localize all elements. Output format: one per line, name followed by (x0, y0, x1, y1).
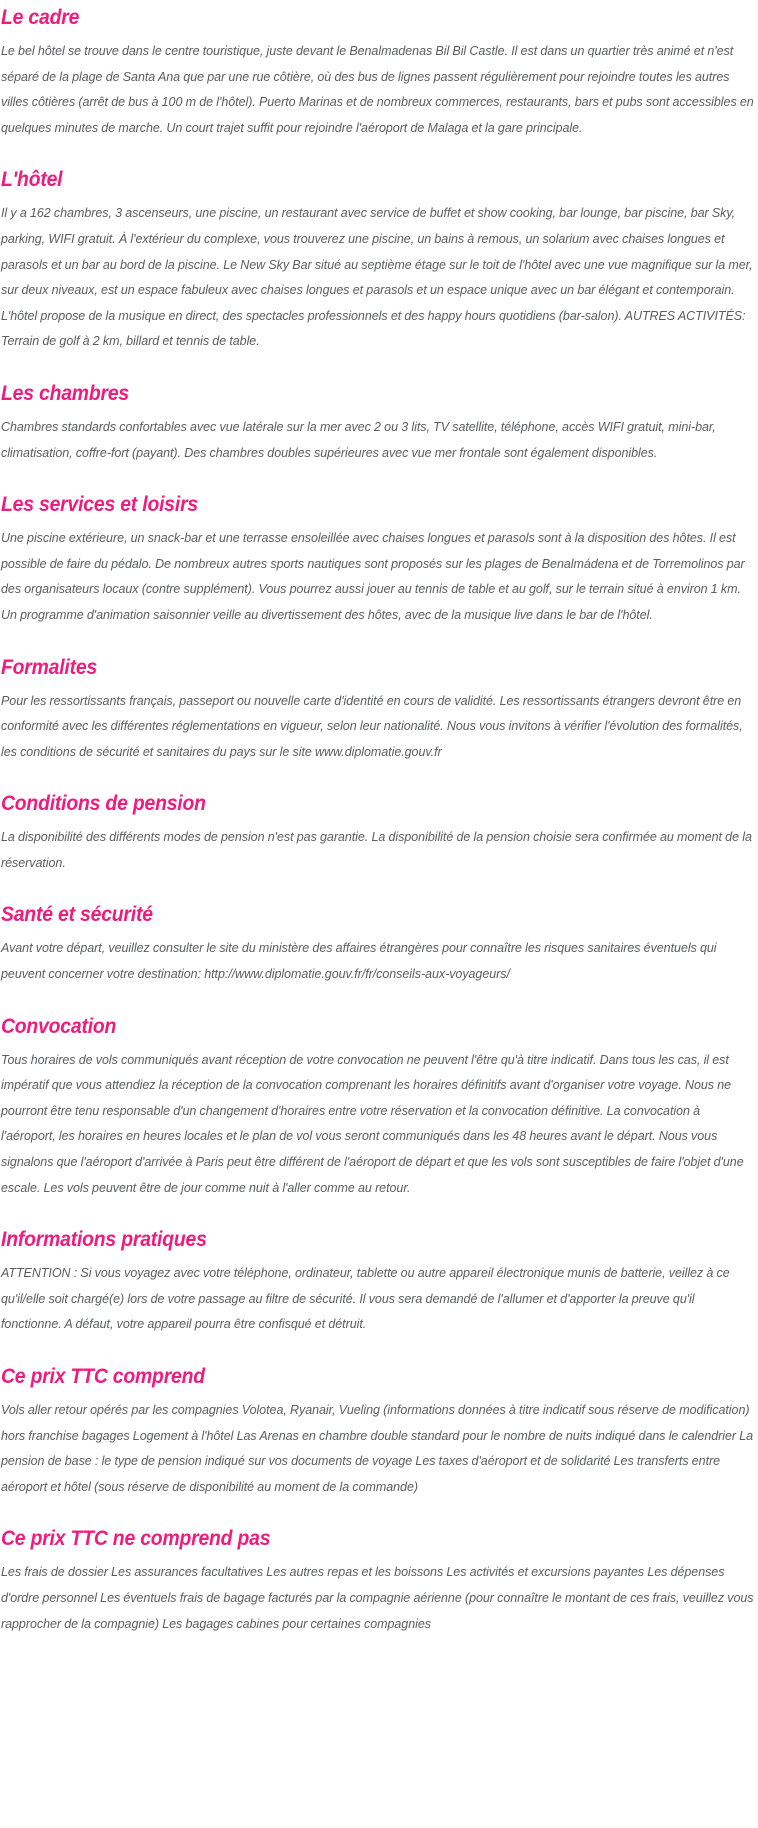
section-heading: Ce prix TTC ne comprend pas (1, 1526, 271, 1551)
content-section (1, 4, 757, 140)
section-heading: Formalites (1, 654, 98, 679)
section-heading: Les chambres (1, 380, 129, 405)
content-section (1, 491, 757, 627)
section-paragraph: Il y a 162 chambres, 3 ascenseurs, une piscine, un restaurant avec service de buffet et show cooking, bar lounge, bar piscine, bar Sky, parking, WIFI gratuit. À l'extérieur du complexe, vous trouverez une piscine, un bains à remous, un solarium avec chaises longues et parasols et un bar au bord de la piscine. Le New Sky Bar situé au septième étage sur le toit de l'hôtel avec une vue magnifique sur la mer, sur deux niveaux, est un espace fabuleux avec chaises longues et parasols et un espace unique avec un bar élégant et contemporain. L'hôtel propose de la musique en direct, des spectacles professionnels et des happy hours quotidiens (bar-salon). AUTRES ACTIVITÉS: Terrain de golf à 2 km, billard et tennis de table. (1, 205, 753, 349)
section-heading: Informations pratiques (1, 1227, 207, 1252)
section-paragraph: Le bel hôtel se trouve dans le centre touristique, juste devant le Benalmadenas Bil Bil Castle. Il est dans un quartier très animé et n'est séparé de la plage de Santa Ana que par une rue côtière, où des bus de lignes passent régulièrement pour rejoindre toutes les autres villes côtières (arrêt de bus à 100 m de l'hôtel). Puerto Marinas et de nombreux commerces, restaurants, bars et pubs sont accessibles en quelques minutes de marche. Un court trajet suffit pour rejoindre l'aéroport de Malaga et la gare principale. (1, 43, 754, 135)
content-section (1, 654, 757, 765)
section-paragraph: Une piscine extérieure, un snack-bar et une terrasse ensoleillée avec chaises longues et parasols sont à la disposition des hôtes. Il est possible de faire du pédalo. De nombreux autres sports nautiques sont proposés sur les plages de Benalmádena et de Torremolinos par des organisateurs locaux (contre supplément). Vous pourrez aussi jouer au tennis de table et au golf, sur le terrain situé à environ 1 km. Un programme d'animation saisonnier veille au divertissement des hôtes, avec de la musique live dans le bar de l'hôtel. (1, 530, 745, 622)
section-paragraph: La disponibilité des différents modes de pension n'est pas garantie. La disponibilité de la pension choisie sera confirmée au moment de la réservation. (1, 829, 752, 870)
content-section (1, 1525, 757, 1636)
content-section (1, 380, 757, 465)
section-heading: Convocation (1, 1013, 117, 1038)
section-paragraph: ATTENTION : Si vous voyagez avec votre téléphone, ordinateur, tablette ou autre appareil électronique munis de batterie, veillez à ce qu'il/elle soit chargé(e) lors de votre passage au filtre de sécurité. Il vous sera demandé de l'allumer et d'apporter la preuve qu'il fonctionne. A défaut, votre appareil pourra être confisqué et détruit. (1, 1265, 730, 1332)
section-heading: Santé et sécurité (1, 902, 153, 927)
section-paragraph: Tous horaires de vols communiqués avant réception de votre convocation ne peuvent l'être qu'à titre indicatif. Dans tous les cas, il est impératif que vous attendiez la réception de la convocation comprenant les horaires définitifs avant d'organiser votre voyage. Nous ne pourront être tenu responsable d'un changement d'horaires entre votre réservation et la convocation définitive. La convocation à l'aéroport, les horaires en heures locales et le plan de vol vous seront communiqués dans les 48 heures avant le départ. Nous vous signalons que l'aéroport d'arrivée à Paris peut être différent de l'aéroport de départ et que les vols sont susceptibles de faire l'objet d'une escale. Les vols peuvent être de jour comme nuit à l'aller comme au retour. (1, 1051, 744, 1195)
section-paragraph: Vols aller retour opérés par les compagnies Volotea, Ryanair, Vueling (informations données à titre indicatif sous réserve de modification) hors franchise bagages Logement à l'hôtel Las Arenas en chambre double standard pour le nombre de nuits indiqué dans le calendrier La pension de base : le type de pension indiqué sur vos documents de voyage Les taxes d'aéroport et de solidarité Les transferts entre aéroport et hôtel (sous réserve de disponibilité au moment de la commande) (1, 1402, 754, 1494)
section-heading: Ce prix TTC comprend (1, 1364, 205, 1388)
content-section (1, 790, 757, 875)
content-section (1, 1226, 757, 1337)
section-paragraph: Pour les ressortissants français, passeport ou nouvelle carte d'identité en cours de validité. Les ressortissants étrangers devront être en conformité avec les différentes réglementations en vigueur, selon leur nationalité. Nous vous invitons à vérifier l'évolution des formalités, les conditions de sécurité et sanitaires du pays sur le site www.diplomatie.gouv.fr (1, 692, 743, 759)
section-paragraph: Chambres standards confortables avec vue latérale sur la mer avec 2 ou 3 lits, TV satellite, téléphone, accès WIFI gratuit, mini-bar, climatisation, coffre-fort (payant). Des chambres doubles supérieures avec vue mer frontale sont également disponibles. (1, 418, 716, 460)
section-heading: Les services et loisirs (1, 492, 199, 517)
section-paragraph: Les frais de dossier Les assurances facultatives Les autres repas et les boissons Les activités et excursions payantes Les dépenses d'ordre personnel Les éventuels frais de bagage facturés par la compagnie aérienne (pour connaître le montant de ces frais, veuillez vous rapprocher de la compagnie) Les bagages cabines pour certaines compagnies (1, 1564, 754, 1631)
section-heading: L'hôtel (1, 167, 63, 192)
content-section (1, 1363, 757, 1499)
content-section (1, 1013, 757, 1201)
section-heading: Le cadre (1, 5, 80, 29)
sections-container (1, 4, 757, 1636)
content-section (1, 166, 757, 354)
content-section (1, 901, 757, 986)
section-heading: Conditions de pension (1, 791, 206, 816)
section-paragraph: Avant votre départ, veuillez consulter le site du ministère des affaires étrangères pour connaître les risques sanitaires éventuels qui peuvent concerner votre destination: http://www.diplomatie.gouv.fr/fr/conseils-aux-voyageurs/ (1, 940, 717, 982)
